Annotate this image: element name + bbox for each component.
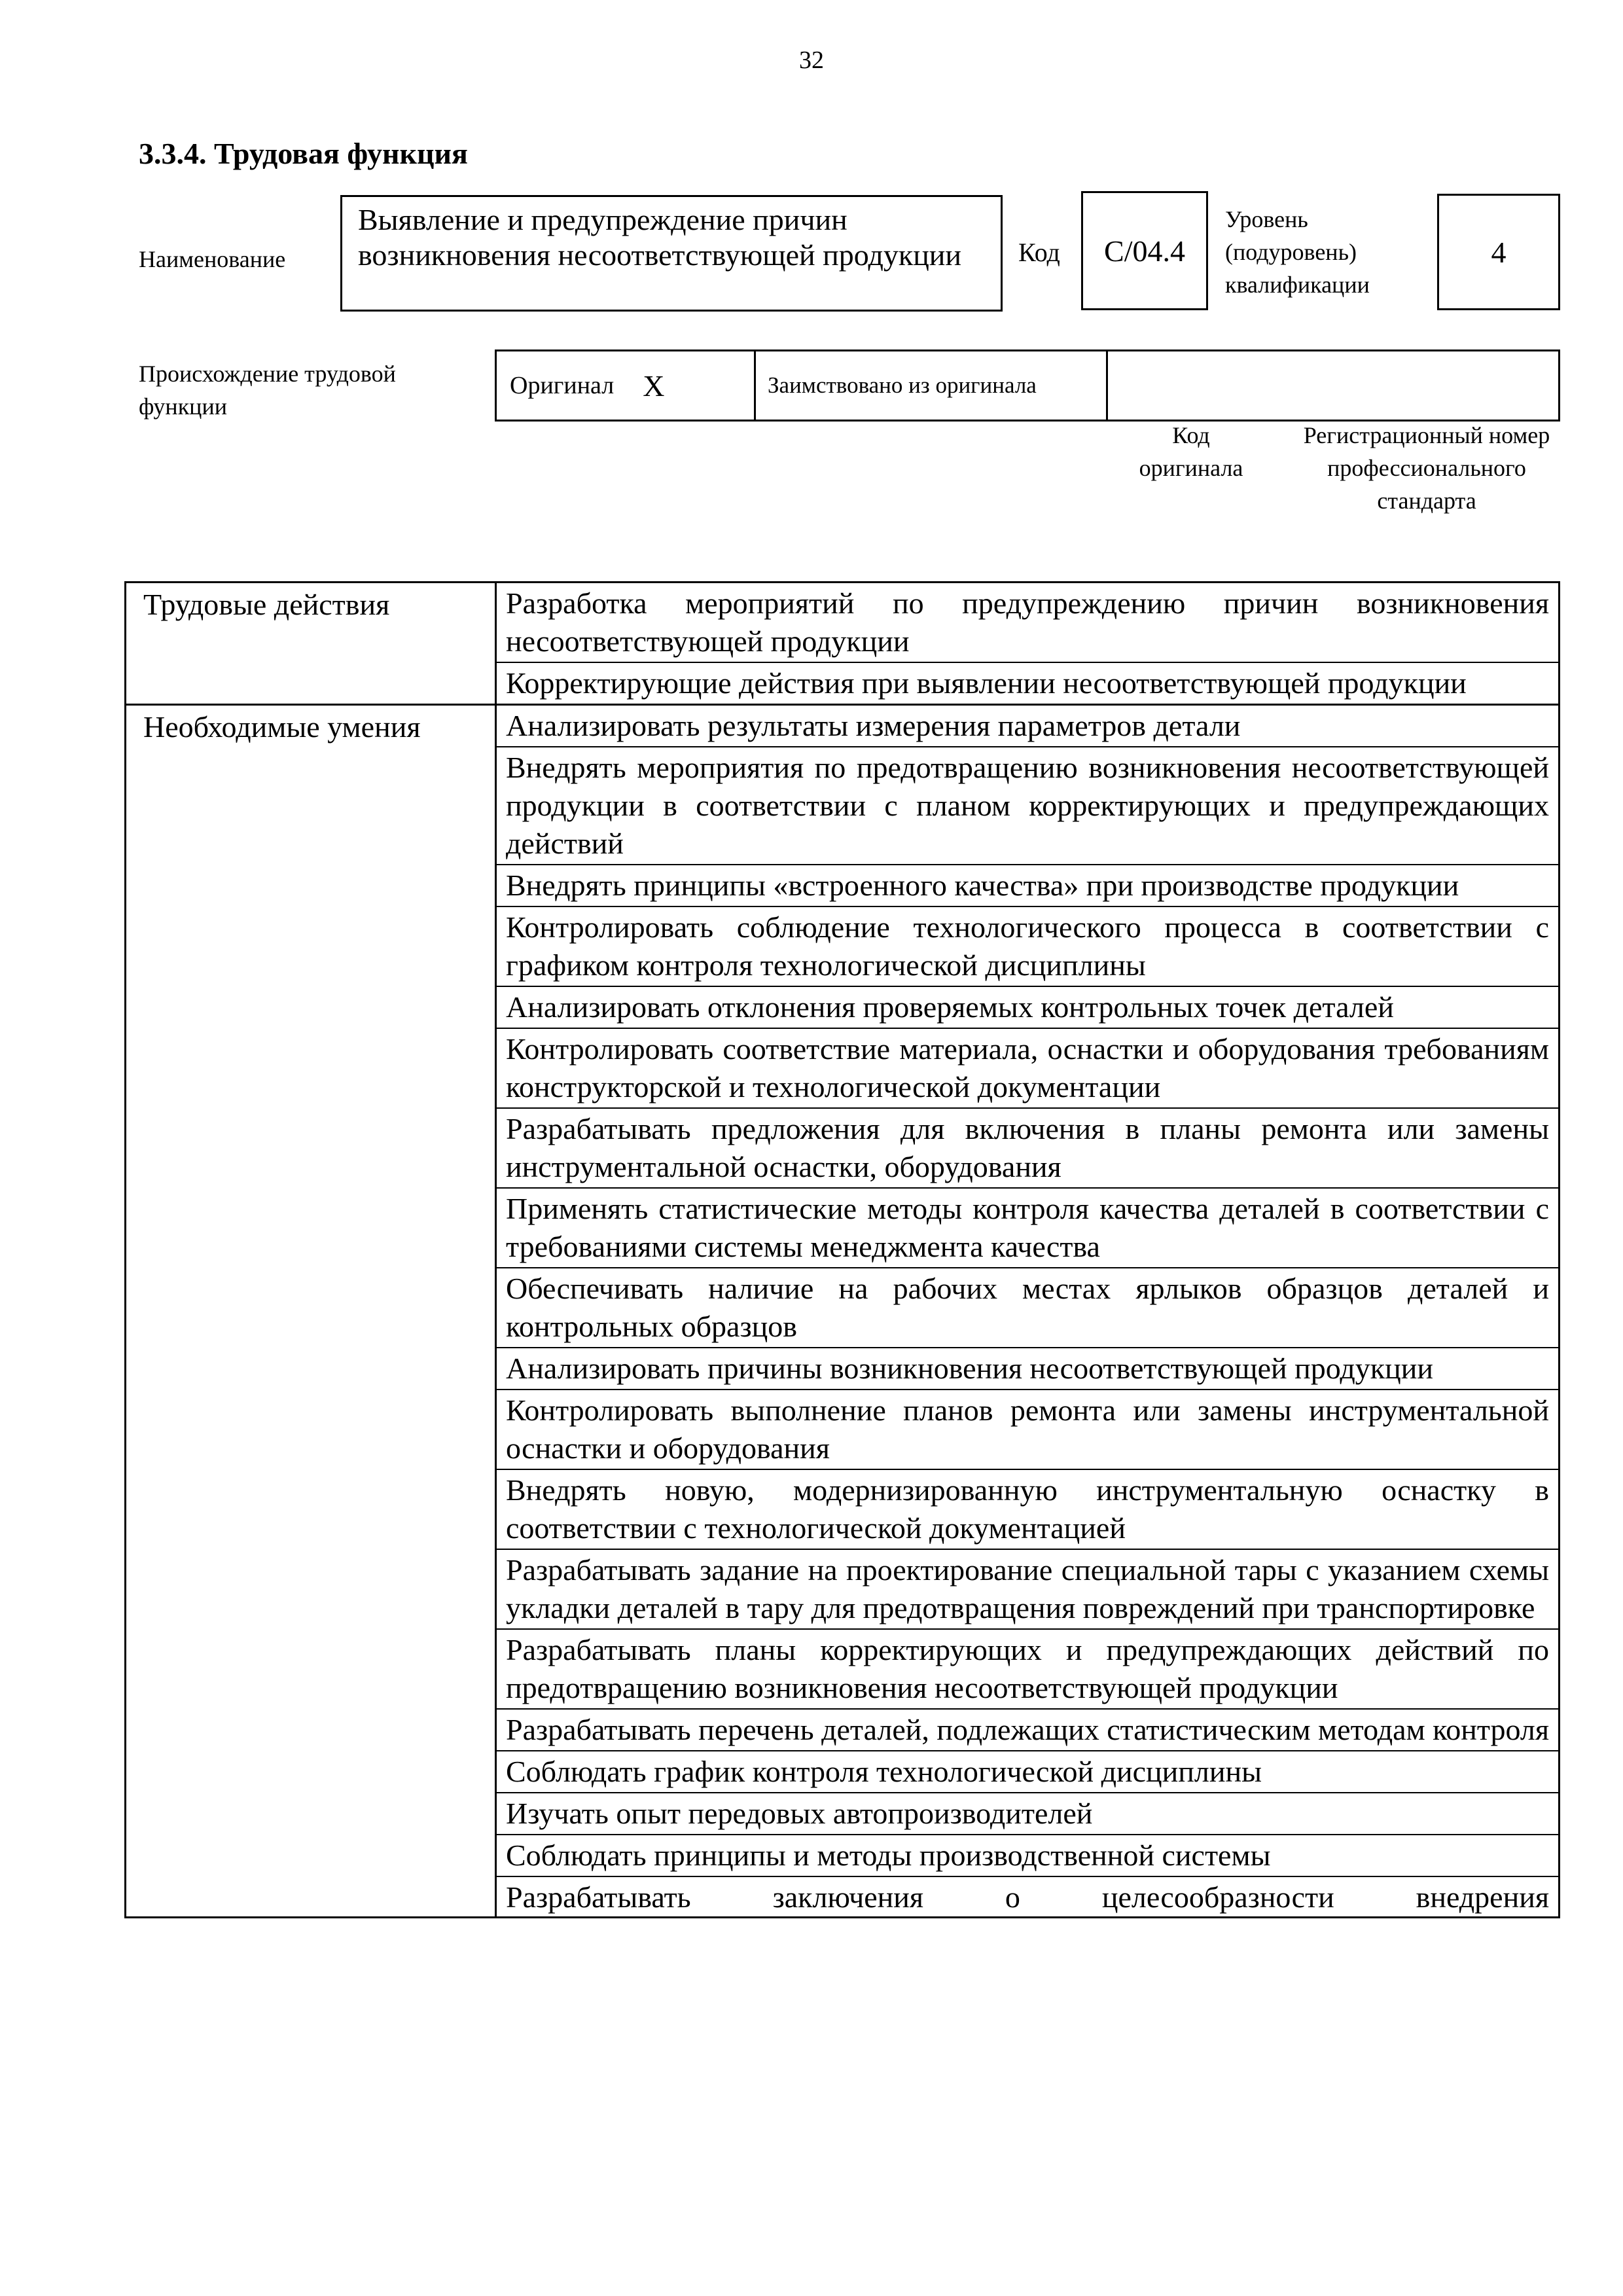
origin-code-cell — [1108, 351, 1558, 420]
original-mark: X — [643, 368, 665, 403]
action-item: Корректирующие действия при выявлении несоответствующей продукции — [506, 666, 1467, 700]
function-code-field: C/04.4 — [1081, 191, 1208, 310]
skill-item: Применять статистические методы контроля качества деталей в соответствии с требованиями системы менеджмента качества — [497, 1189, 1558, 1268]
name-label: Наименование — [139, 246, 286, 272]
level-label: Уровень (подуровень) квалификации — [1225, 206, 1370, 298]
action-item: Разработка мероприятий по предупреждению причин возникновения несоответствующей продукции — [497, 583, 1558, 663]
skill-item: Внедрять принципы «встроенного качества» при производстве продукции — [497, 865, 1558, 907]
page-number: 32 — [799, 46, 824, 74]
original-code-caption: Код оригинала — [1139, 422, 1243, 481]
registration-number-caption: Регистрационный номер профессионального стандарта — [1303, 422, 1550, 514]
labor-function-table — [124, 581, 1560, 1918]
skill-item: Разрабатывать планы корректирующих и предупреждающих действий по предотвращению возникновения несоответствующей продукции — [497, 1630, 1558, 1710]
skill-item: Анализировать причины возникновения несоответствующей продукции — [497, 1348, 1558, 1390]
skills-row — [126, 705, 1560, 1918]
code-label: Код — [1018, 238, 1060, 267]
skill-item: Соблюдать принципы и методы производственной системы — [497, 1835, 1558, 1877]
actions-row — [126, 583, 1560, 705]
section-title: 3.3.4. Трудовая функция — [139, 137, 468, 170]
skill-item: Внедрять новую, модернизированную инструментальную оснастку в соответствии с технологической документацией — [497, 1470, 1558, 1550]
skill-item: Контролировать соответствие материала, оснастки и оборудования требованиям конструкторской и технологической документации — [497, 1029, 1558, 1109]
function-name-field: Выявление и предупреждение причин возникновения несоответствующей продукции — [340, 195, 1003, 312]
origin-borrowed-cell — [756, 351, 1108, 420]
level-value-field: 4 — [1437, 194, 1560, 310]
origin-label: Происхождение трудовой функции — [139, 361, 396, 420]
skills-label: Необходимые умения — [126, 705, 496, 1918]
actions-list — [496, 583, 1560, 705]
skill-item: Изучать опыт передовых автопроизводителей — [497, 1793, 1558, 1835]
skill-item: Разрабатывать заключения о целесообразности внедрения — [506, 1880, 1549, 1914]
skill-item: Контролировать соблюдение технологического процесса в соответствии с графиком контроля технологической дисциплины — [497, 907, 1558, 987]
skill-item: Соблюдать график контроля технологической дисциплины — [497, 1751, 1558, 1793]
skill-item: Внедрять мероприятия по предотвращению возникновения несоответствующей продукции в соответствии с планом корректирующих и предупреждающих действий — [497, 747, 1558, 865]
borrowed-label: Заимствовано из оригинала — [768, 372, 1037, 398]
skills-list — [496, 705, 1560, 1918]
skill-item: Обеспечивать наличие на рабочих местах ярлыков образцов деталей и контрольных образцов — [497, 1268, 1558, 1348]
skill-item: Разрабатывать перечень деталей, подлежащих статистическим методам контроля — [497, 1710, 1558, 1751]
skill-item: Анализировать результаты измерения параметров детали — [497, 706, 1558, 747]
origin-original-cell — [497, 351, 756, 420]
skill-item: Разрабатывать задание на проектирование специальной тары с указанием схемы укладки деталей в тару для предотвращения повреждений при транспортировке — [497, 1550, 1558, 1630]
skill-item: Анализировать отклонения проверяемых контрольных точек деталей — [497, 987, 1558, 1029]
skill-item: Контролировать выполнение планов ремонта или замены инструментальной оснастки и оборудования — [497, 1390, 1558, 1470]
original-label: Оригинал — [510, 372, 615, 399]
skill-item: Разрабатывать предложения для включения в планы ремонта или замены инструментальной оснастки, оборудования — [497, 1109, 1558, 1189]
origin-row — [495, 350, 1560, 422]
actions-label: Трудовые действия — [126, 583, 496, 705]
